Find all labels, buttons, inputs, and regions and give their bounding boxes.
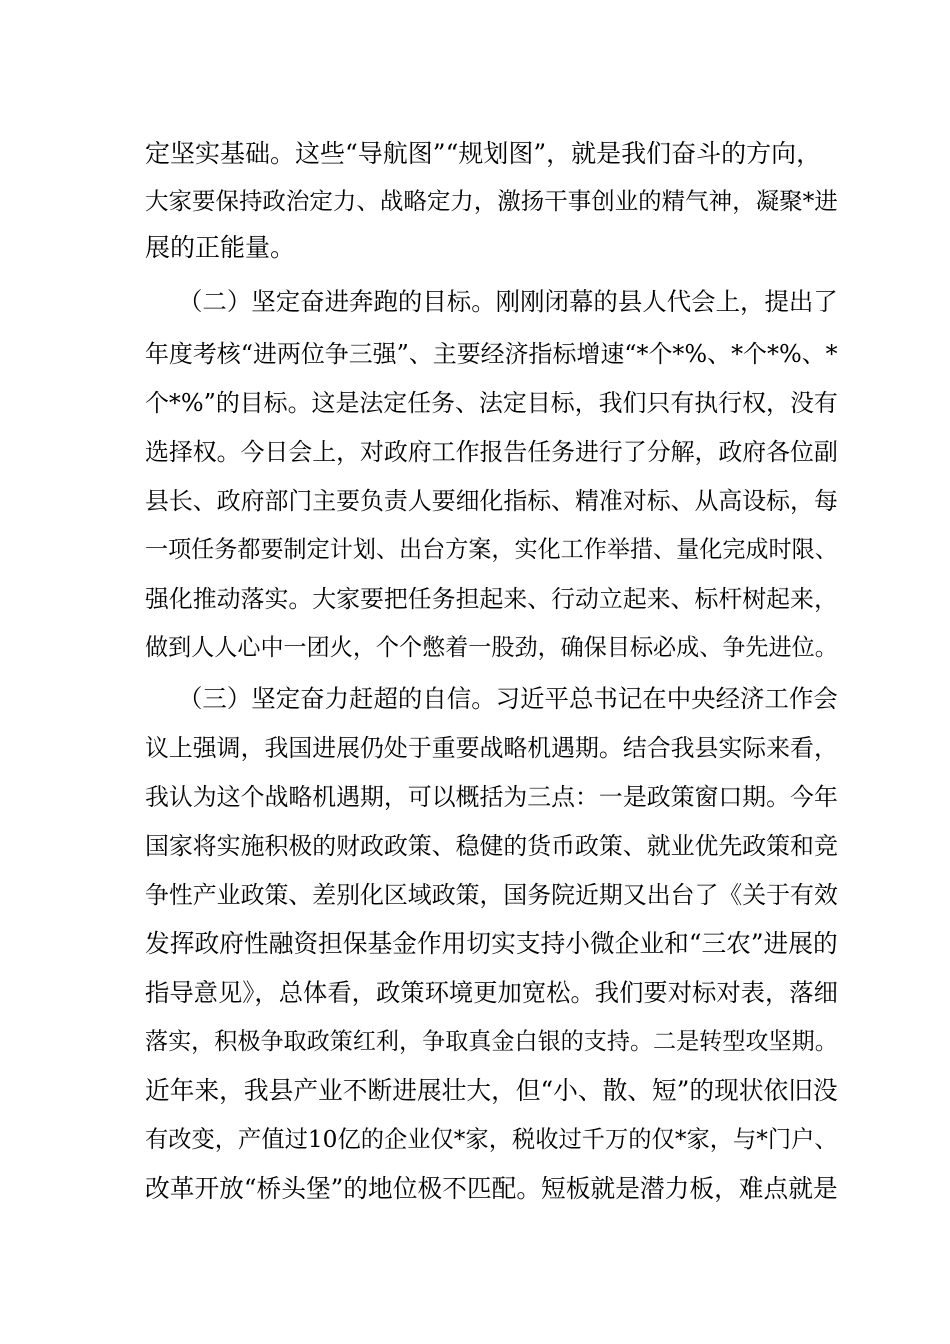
text-line: 我认为这个战略机遇期，可以概括为三点：一是政策窗口期。今年	[145, 783, 838, 811]
text-line: 国家将实施积极的财政政策、稳健的货币政策、就业优先政策和竞	[145, 832, 838, 860]
text-line: 定坚实基础。这些“导航图”“规划图”，就是我们奋斗的方向，	[145, 139, 822, 168]
paragraph-heading-3: （三）坚定奋力赶超的自信。习近平总书记在中央经济工作会	[178, 684, 838, 713]
text-line: 落实，积极争取政策红利，争取真金白银的支持。二是转型攻坚期。	[145, 1029, 838, 1055]
text-line: 大家要保持政治定力、战略定力，激扬干事创业的精气神，凝聚*进	[145, 187, 838, 215]
text-line: 发挥政府性融资担保基金作用切实支持小微企业和“三农”进展的	[145, 929, 838, 958]
text-line: 改革开放“桥头堡”的地位极不匹配。短板就是潜力板，难点就是	[145, 1174, 838, 1203]
text-line: 近年来，我县产业不断进展壮大，但“小、散、短”的现状依旧没	[145, 1076, 838, 1105]
text-line: 县长、政府部门主要负责人要细化指标、精准对标、从高设标，每	[145, 487, 838, 515]
text-line: 个*%”的目标。这是法定任务、法定目标，我们只有执行权，没有	[145, 389, 838, 417]
text-line: 年度考核“进两位争三强”、主要经济指标增速“*个*%、*个*%、*	[145, 340, 838, 368]
text-line: 选择权。今日会上，对政府工作报告任务进行了分解，政府各位副	[145, 438, 838, 466]
text-line: 争性产业政策、差别化区域政策，国务院近期又出台了《关于有效	[145, 881, 838, 909]
text-line: 展的正能量。	[145, 233, 296, 262]
text-line: 议上强调，我国进展仍处于重要战略机遇期。结合我县实际来看，	[145, 734, 838, 762]
paragraph-heading-2: （二）坚定奋进奔跑的目标。刚刚闭幕的县人代会上，提出了	[178, 287, 838, 316]
text-line: 强化推动落实。大家要把任务担起来、行动立起来、标杆树起来，	[145, 585, 838, 613]
text-line: 有改变，产值过10亿的企业仅*家，税收过千万的仅*家，与*门户、	[145, 1126, 838, 1153]
text-line: 做到人人心中一团火，个个憋着一股劲，确保目标必成、争先进位。	[145, 635, 838, 661]
text-line: 一项任务都要制定计划、出台方案，实化工作举措、量化完成时限、	[145, 537, 838, 563]
text-line: 指导意见》，总体看，政策环境更加宽松。我们要对标对表，落细	[145, 978, 838, 1007]
